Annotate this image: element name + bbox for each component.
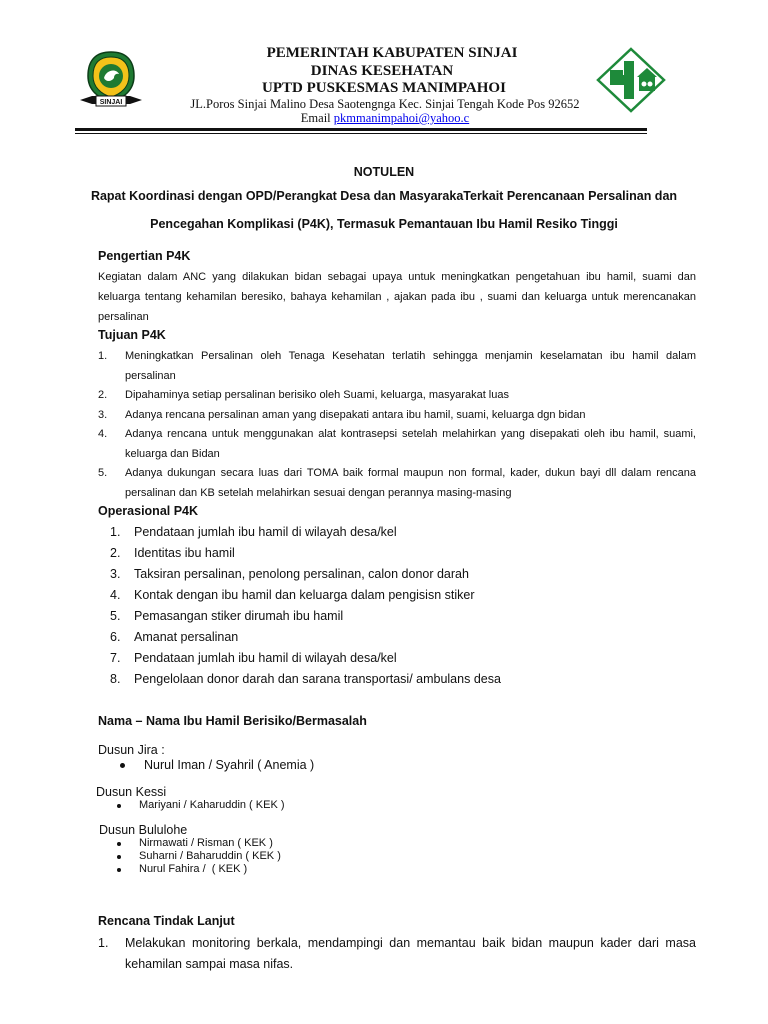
list-number: 5. <box>110 609 121 623</box>
list-text: Pendataan jumlah ibu hamil di wilayah desa/kel <box>134 651 397 665</box>
list-text: Pengelolaan donor darah dan sarana transportasi/ ambulans desa <box>134 672 501 686</box>
dusun-bululohe-label: Dusun Bululohe <box>99 823 188 837</box>
letterhead-email-row <box>240 111 530 126</box>
list-item <box>98 933 696 975</box>
list-text: Adanya dukungan secara luas dari TOMA baik formal maupun non formal, kader, dukun bayi dll dalam rencana persalinan dan KB setelah melahirkan sesuai dengan perannya masing-masing <box>125 467 696 499</box>
list-number: 4. <box>98 428 108 440</box>
bullet-icon <box>117 855 121 859</box>
dusun-kessi-label: Dusun Kessi <box>96 785 167 799</box>
list-item <box>110 627 501 648</box>
list-text: Meningkatkan Persalinan oleh Tenaga Kesehatan terlatih sehingga menjamin keselamatan ibu hamil dalam persalinan <box>125 350 696 382</box>
list-text: Taksiran persalinan, penolong persalinan, calon donor darah <box>134 567 469 581</box>
tujuan-list <box>98 347 696 503</box>
list-item <box>117 799 285 812</box>
list-item <box>120 757 314 773</box>
list-number: 4. <box>110 588 121 602</box>
bullet-icon <box>120 763 125 768</box>
document-title: NOTULEN <box>353 165 415 179</box>
pengertian-text: Kegiatan dalam ANC yang dilakukan bidan sebagai upaya untuk meningkatkan pengetahuan ibu hamil, suami dan keluarga tentang kehamilan beresiko, bahaya kehamilan , ajakan pada ibu , suami dan keluarga untuk merencanakan persalinan <box>98 271 696 323</box>
list-item <box>110 522 501 543</box>
list-number: 1. <box>110 525 121 539</box>
pengertian-heading: Pengertian P4K <box>98 249 191 263</box>
list-item <box>110 543 501 564</box>
list-item <box>117 850 281 863</box>
list-text: Kontak dengan ibu hamil dan keluarga dalam pengisisn stiker <box>134 588 475 602</box>
list-text: Adanya rencana persalinan aman yang disepakati antara ibu hamil, suami, keluarga dgn bidan <box>125 408 586 421</box>
bullet-icon <box>117 804 121 808</box>
rtl-list <box>98 933 696 975</box>
document-subtitle-line-1: Rapat Koordinasi dengan OPD/Perangkat Desa dan MasyarakaTerkait Perencanaan Persalinan dan <box>90 189 678 203</box>
letterhead-rule-thick <box>75 128 647 131</box>
list-text: Melakukan monitoring berkala, mendampingi dan memantau baik bidan maupun kader dari masa kehamilan sampai masa nifas. <box>125 936 696 971</box>
list-item <box>110 606 501 627</box>
list-text: Nurul Iman / Syahril ( Anemia ) <box>144 758 315 772</box>
health-cross-house-icon <box>596 47 666 113</box>
list-item <box>110 648 501 669</box>
list-number: 7. <box>110 651 121 665</box>
bululohe-list <box>117 837 281 876</box>
document-subtitle-line-2: Pencegahan Komplikasi (P4K), Termasuk Pemantauan Ibu Hamil Resiko Tinggi <box>150 217 618 231</box>
list-item <box>110 564 501 585</box>
list-number: 2. <box>98 389 108 401</box>
list-item <box>117 863 281 876</box>
operasional-heading: Operasional P4K <box>98 504 199 518</box>
email-link[interactable]: pkmmanimpahoi@yahoo.c <box>333 111 470 125</box>
dusun-jira-label: Dusun Jira : <box>98 743 165 757</box>
list-text: Nurul Fahira / ( KEK ) <box>139 863 248 875</box>
operasional-list <box>110 522 501 690</box>
letterhead-rule-thin <box>75 133 647 134</box>
list-text: Suharni / Baharuddin ( KEK ) <box>139 850 281 862</box>
list-text: Identitas ibu hamil <box>134 546 235 560</box>
list-item <box>98 406 696 426</box>
letterhead-line-3: UPTD PUSKESMAS MANIMPAHOI <box>262 80 506 96</box>
list-number: 1. <box>98 936 109 950</box>
list-text: Adanya rencana untuk menggunakan alat kontrasepsi setelah melahirkan yang disepakati oleh ibu hamil, suami, keluarga dan Bidan <box>125 428 696 460</box>
letterhead-line-1: PEMERINTAH KABUPATEN SINJAI <box>266 45 518 61</box>
list-number: 6. <box>110 630 121 644</box>
list-item <box>98 464 696 503</box>
list-text: Amanat persalinan <box>134 630 239 644</box>
list-item <box>117 837 281 850</box>
list-number: 1. <box>98 350 108 362</box>
crest-ribbon-text: SINJAI <box>99 99 123 106</box>
tujuan-heading: Tujuan P4K <box>98 328 166 342</box>
document-subtitle <box>74 186 694 234</box>
regency-crest-logo <box>78 50 144 114</box>
list-number: 5. <box>98 467 108 479</box>
list-text: Pendataan jumlah ibu hamil di wilayah desa/kel <box>134 525 397 539</box>
bullet-icon <box>117 868 121 872</box>
list-number: 2. <box>110 546 121 560</box>
rtl-heading: Rencana Tindak Lanjut <box>98 914 235 928</box>
list-item <box>98 425 696 464</box>
bullet-icon <box>117 842 121 846</box>
list-item <box>98 386 696 406</box>
list-number: 8. <box>110 672 121 686</box>
nama-heading: Nama – Nama Ibu Hamil Berisiko/Bermasalah <box>98 714 367 728</box>
list-item <box>98 347 696 386</box>
list-text: Nirmawati / Risman ( KEK ) <box>139 837 273 849</box>
list-item <box>110 585 501 606</box>
letterhead-line-2: DINAS KESEHATAN <box>310 63 454 79</box>
list-number: 3. <box>110 567 121 581</box>
list-item <box>110 669 501 690</box>
letterhead-address: JL.Poros Sinjai Malino Desa Saotengnga Kec. Sinjai Tengah Kode Pos 92652 <box>190 97 580 111</box>
list-text: Pemasangan stiker dirumah ibu hamil <box>134 609 344 623</box>
list-text: Dipahaminya setiap persalinan berisiko oleh Suami, keluarga, masyarakat luas <box>125 389 509 401</box>
list-number: 3. <box>98 408 108 421</box>
list-text: Mariyani / Kaharuddin ( KEK ) <box>139 799 285 811</box>
email-label: Email <box>300 111 331 125</box>
